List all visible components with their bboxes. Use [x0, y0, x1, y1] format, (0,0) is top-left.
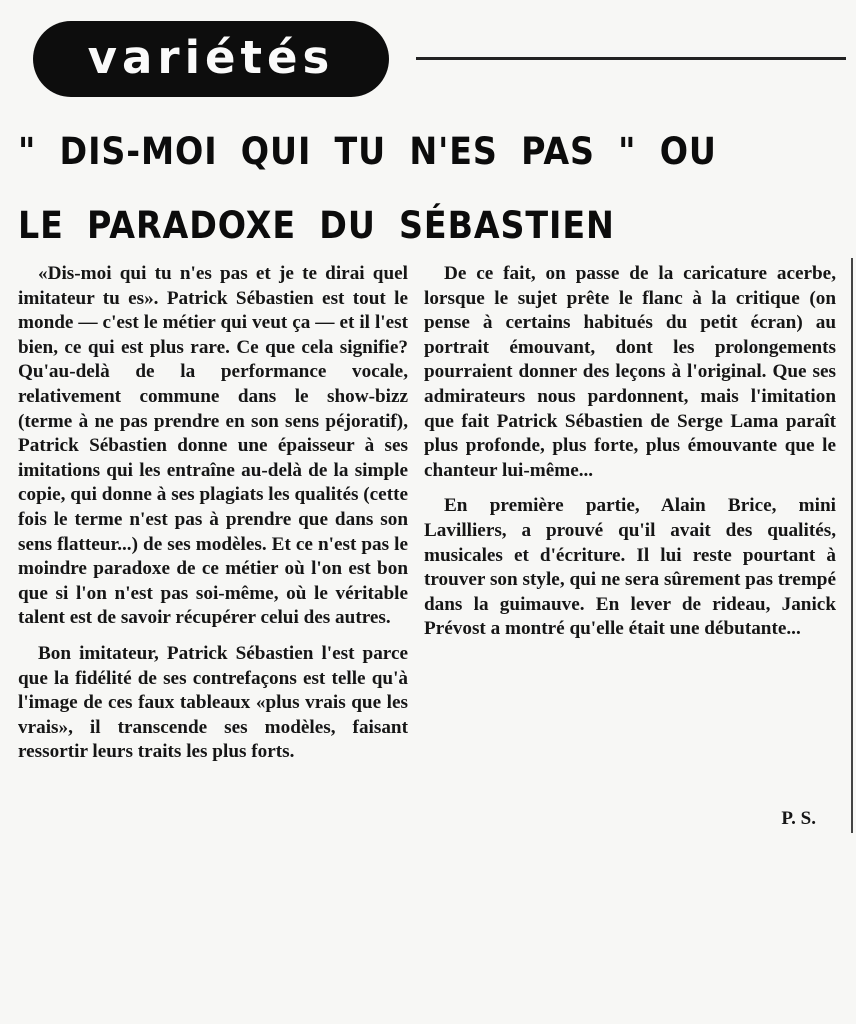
paragraph-left-2: Bon imitateur, Patrick Sébastien l'est parce que la fidélité de ses contrefaçons est telle qu'à l'image de ces faux tableaux «plus vrais que les vrais», il transcende ses modèles, faisant ressortir leurs traits les plus forts.	[18, 642, 408, 763]
paragraph-right-2: En première partie, Alain Brice, mini Lavilliers, a prouvé qu'il avait des qualités, musicales et d'écriture. Il lui reste pourtant à trouver son style, qui ne sera sûrement pas trempé dans la guimauve. En lever de rideau, Janick Prévost a montré qu'elle était une débutante...	[424, 495, 836, 640]
paragraph-left-1: «Dis-moi qui tu n'es pas et je te dirai quel imitateur tu es». Patrick Sébastien est tout le monde — c'est le métier qui veut ça — et il l'est bien, ce qui est plus rare. Ce que cela signifie? Qu'au-delà de la performance vocale, relativement commune dans le show-bizz (terme à ne pas prendre en son sens péjoratif), Patrick Sébastien donne une épaisseur à ses imitations qui les entraîne au-delà de la simple copie, qui donne à ses plagiats les qualités (cette fois le terme n'est pas à prendre que dans son sens flatteur...) de ses modèles. Et ce n'est pas le moindre paradoxe de ce métier où l'on est bon que si l'on n'est pas soi-même, où le véritable talent est de savoir récupérer celui des autres.	[18, 263, 408, 629]
headline-line-2: LE PARADOXE DU SÉBASTIEN	[18, 204, 615, 247]
article-column-right	[424, 262, 836, 653]
paragraph-right-1: De ce fait, on passe de la caricature acerbe, lorsque le sujet prête le flanc à la critique (on pense à certains habitués du petit écran) au portrait émouvant, dont les prolongements pourraient donner des leçons à l'original. Que ses admirateurs nous pardonnent, mais l'imitation que fait Patrick Sébastien de Serge Lama paraît plus profonde, plus forte, plus émouvante que le chanteur lui-même...	[424, 263, 836, 481]
author-signature: P. S.	[781, 808, 816, 829]
article-column-left	[18, 262, 408, 776]
column-border	[851, 258, 853, 833]
section-rule	[416, 57, 846, 60]
section-tag: variétés	[33, 21, 389, 97]
headline-line-1: " DIS-MOI QUI TU N'ES PAS " OU	[18, 130, 717, 173]
headline	[18, 115, 765, 263]
